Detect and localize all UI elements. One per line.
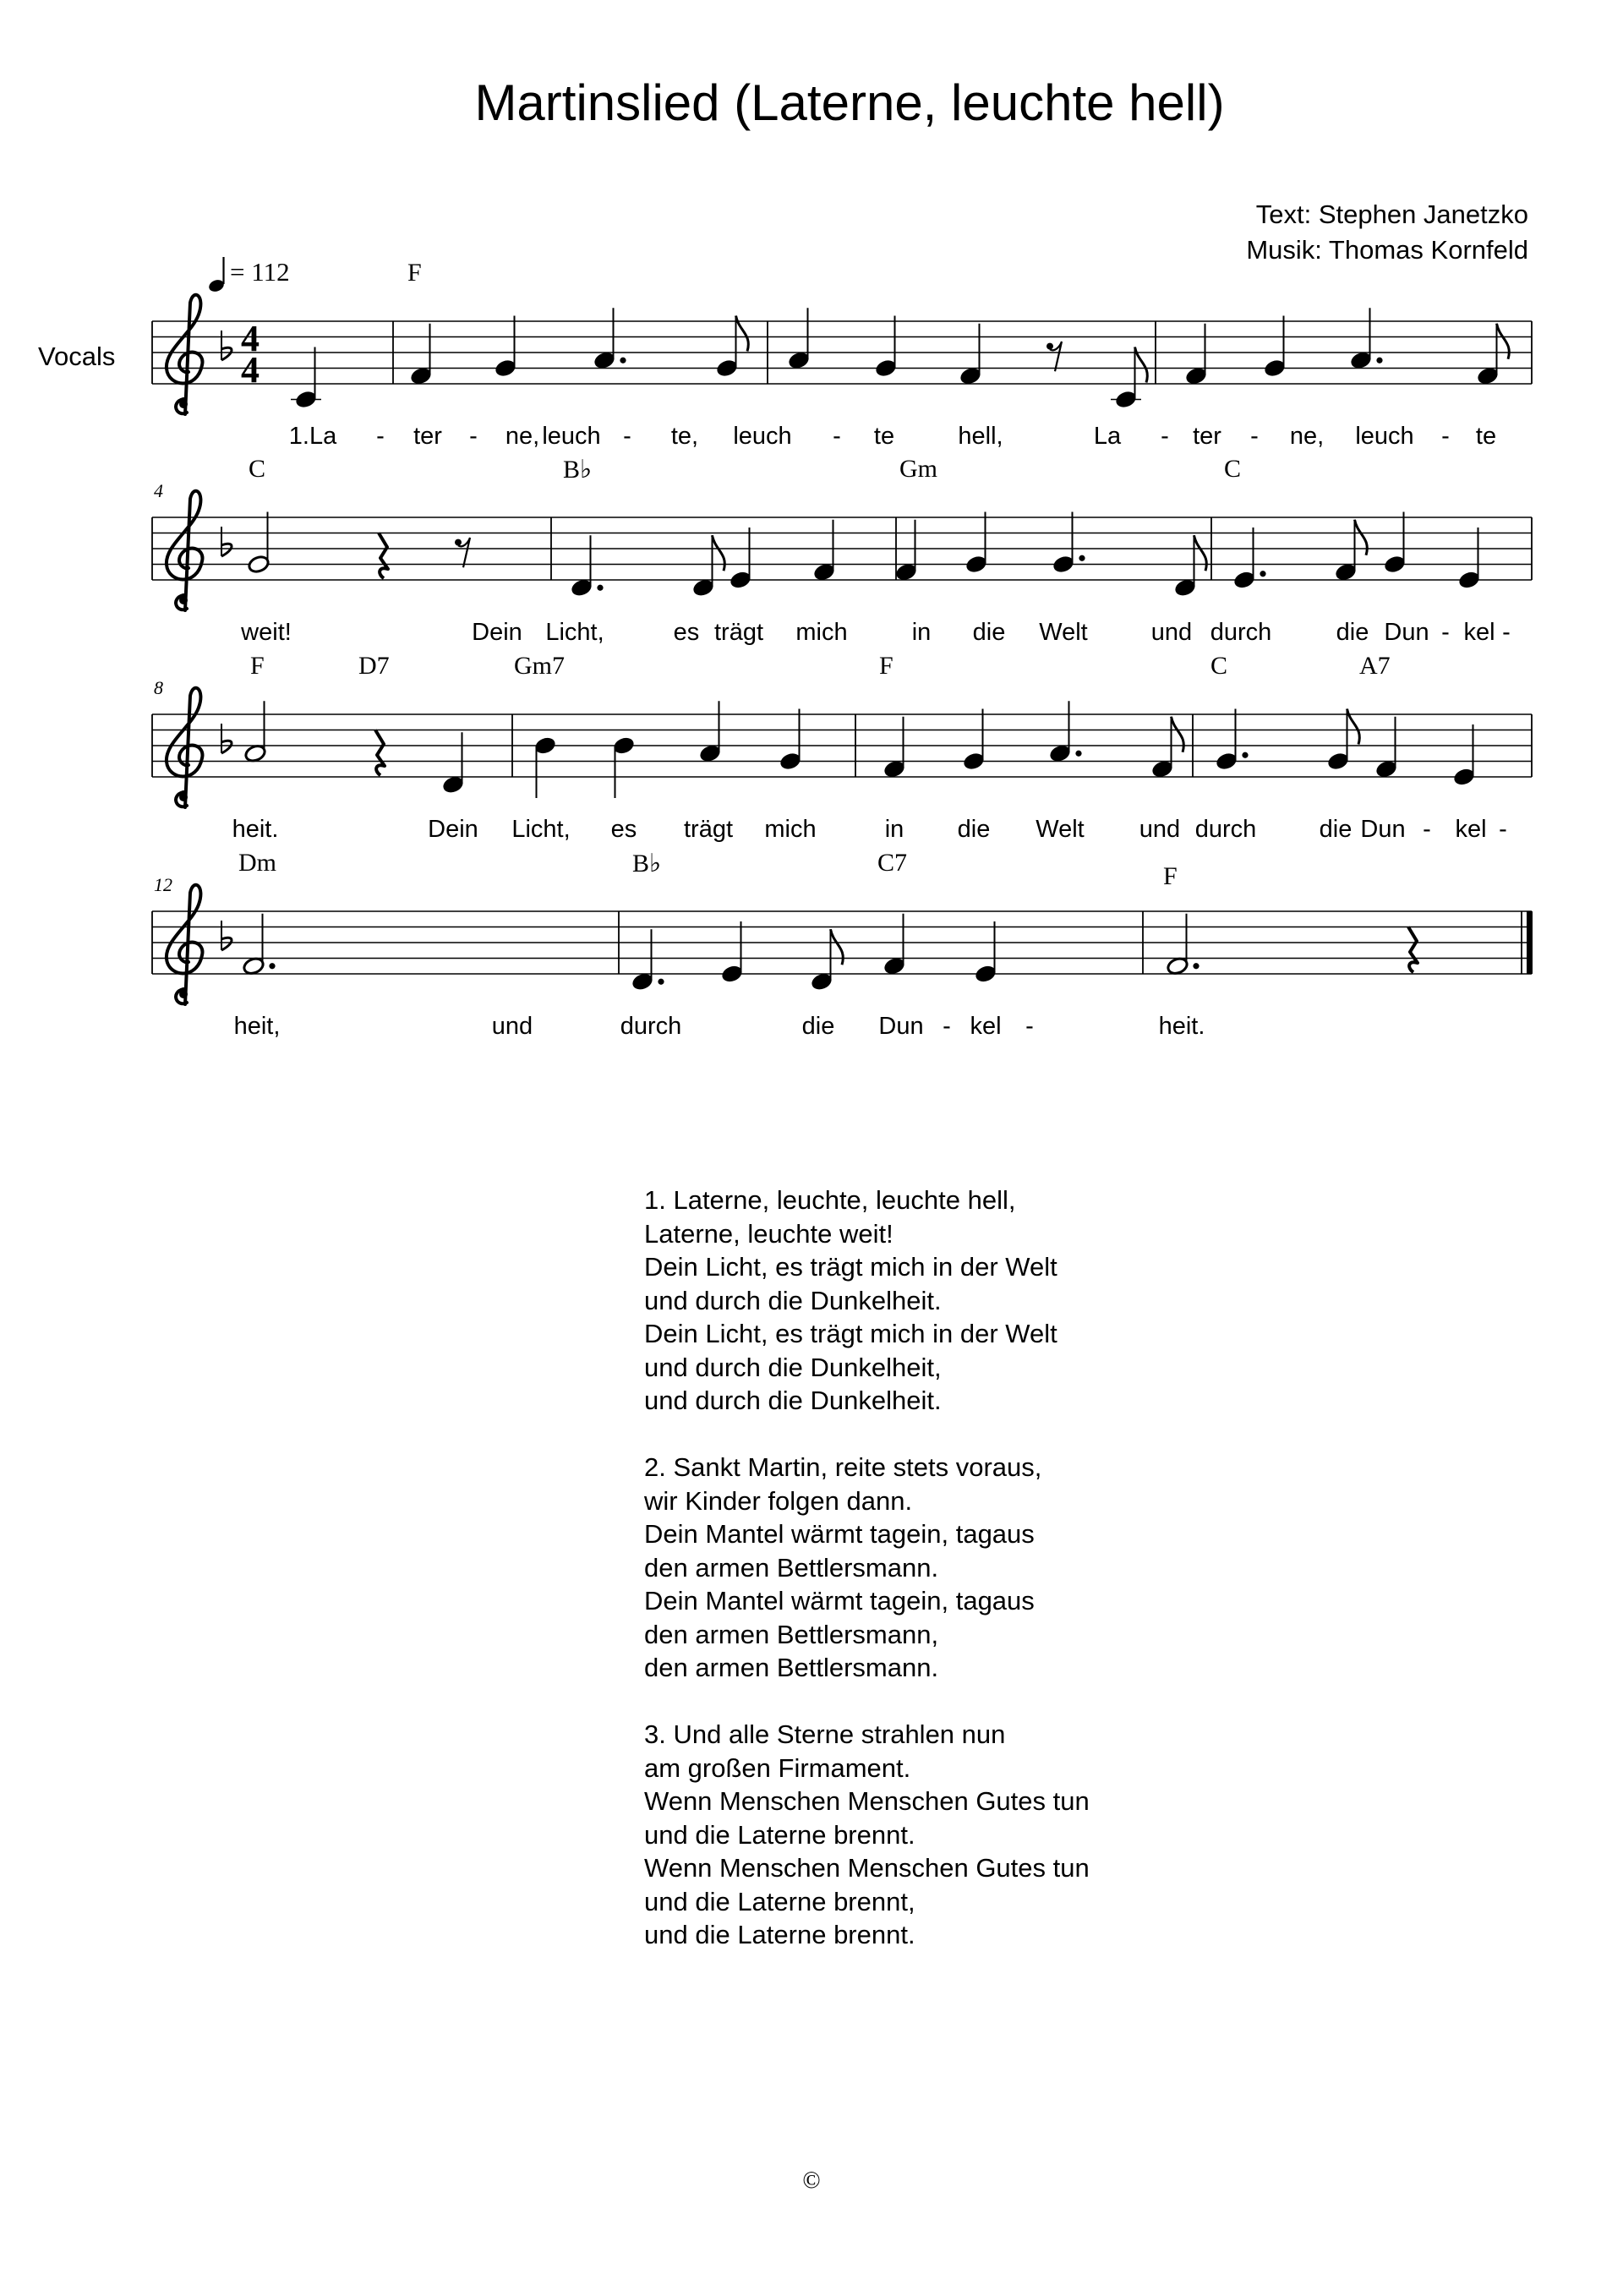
measure-number: 4: [154, 480, 163, 501]
quarter-note: [883, 914, 905, 976]
lyric-syllable: ter: [413, 423, 442, 450]
lyric-syllable: Dein: [472, 619, 522, 646]
verse-line: Dein Mantel wärmt tagein, tagaus: [644, 1519, 1035, 1549]
lyric-syllable: und: [1139, 816, 1181, 843]
quarter-note: [720, 921, 743, 984]
half-note: [1166, 914, 1199, 976]
lyric-syllable: Dun: [878, 1013, 924, 1040]
lyric-syllable: und: [1150, 619, 1193, 646]
lyric-syllable: -: [1250, 423, 1259, 450]
chord-symbol: F: [407, 259, 422, 287]
lyric-syllable: Dun: [1360, 816, 1406, 843]
quarter-note: [631, 929, 664, 992]
verse-line: Dein Licht, es trägt mich in der Welt: [644, 1319, 1057, 1348]
quarter-rest-icon: [1408, 927, 1418, 973]
verse-line: den armen Bettlersmann.: [644, 1653, 939, 1682]
verse-line: und durch die Dunkelheit,: [644, 1352, 942, 1382]
lyric-syllable: leuch: [542, 423, 601, 450]
lyric-syllable: mich: [764, 816, 817, 843]
lyric-syllable: trägt: [683, 816, 734, 843]
lyric-syllable: und: [491, 1013, 533, 1040]
chord-symbol: D7: [358, 652, 390, 680]
half-note: [242, 914, 275, 976]
verse-line: und durch die Dunkelheit.: [644, 1285, 942, 1315]
lyric-syllable: -: [1161, 423, 1169, 450]
verse-line: am großen Firmament.: [644, 1752, 911, 1783]
verses-block: [644, 1184, 1090, 1985]
lyric-syllable: te: [1475, 423, 1497, 450]
flat-key-signature-icon: [221, 921, 232, 950]
lyric-syllable: -: [623, 423, 631, 450]
verse-line: und die Laterne brennt.: [644, 1920, 915, 1949]
lyric-syllable: -: [833, 423, 841, 450]
chord-symbol: C7: [877, 849, 908, 877]
chord-symbol: A7: [1359, 652, 1391, 680]
final-barline-thick: [1527, 911, 1533, 974]
lyric-syllable: die: [957, 816, 991, 843]
chord-symbol: C: [1210, 652, 1228, 680]
lyricist-credit: Text: Stephen Janetzko: [1255, 200, 1528, 229]
instrument-label: Vocals: [38, 342, 116, 371]
verse-1: [644, 1184, 1090, 1418]
lyric-syllable: leuch: [733, 423, 792, 450]
lyric-syllable: -: [1499, 816, 1507, 843]
lyric-syllable: kel: [1463, 619, 1495, 646]
verse-line: und die Laterne brennt,: [644, 1886, 915, 1916]
lyric-syllable: Licht,: [545, 619, 604, 646]
lyric-syllable: ne,: [1289, 423, 1325, 450]
chord-symbol: F: [879, 652, 893, 680]
lyric-syllable: ter: [1193, 423, 1221, 450]
copyright-mark: ©: [802, 2168, 821, 2194]
lyric-syllable: weit!: [241, 619, 292, 646]
verse-line: Wenn Menschen Menschen Gutes tun: [644, 1853, 1090, 1883]
chord-symbol: F: [250, 652, 265, 680]
chord-symbol: Gm7: [514, 652, 565, 680]
lyric-syllable: -: [376, 423, 385, 450]
treble-clef-icon: [167, 885, 203, 1004]
lyric-syllable: die: [972, 619, 1006, 646]
verse-line: 2. Sankt Martin, reite stets voraus,: [644, 1452, 1042, 1482]
lyric-syllable: Welt: [1036, 816, 1085, 843]
lyric-syllable: Licht,: [511, 816, 571, 843]
lyric-syllable: 1.La: [288, 423, 337, 450]
verse-3: [644, 1718, 1090, 1952]
lyric-syllable: La: [1093, 423, 1122, 450]
verse-line: den armen Bettlersmann,: [644, 1619, 939, 1649]
measure-number: 8: [154, 677, 163, 698]
verse-line: Laterne, leuchte weit!: [644, 1218, 893, 1249]
lyric-syllable: -: [1025, 1013, 1034, 1040]
lyric-syllable: durch: [1210, 619, 1272, 646]
lyric-syllable: durch: [1194, 816, 1257, 843]
lyric-syllable: leuch: [1355, 423, 1414, 450]
lyric-syllable: in: [884, 816, 904, 843]
verse-line: 3. Und alle Sterne strahlen nun: [644, 1719, 1006, 1749]
chord-symbol: B♭: [563, 456, 593, 484]
lyric-syllable: kel: [1455, 816, 1487, 843]
song-title: Martinslied (Laterne, leuchte hell): [474, 74, 1225, 131]
chord-symbol: C: [1224, 455, 1242, 483]
lyric-syllable: die: [1336, 619, 1369, 646]
verse-line: Dein Mantel wärmt tagein, tagaus: [644, 1586, 1035, 1615]
chord-symbol: B♭: [632, 850, 662, 877]
lyric-syllable: die: [1319, 816, 1352, 843]
lyric-syllable: ne,: [505, 423, 540, 450]
verse-line: Wenn Menschen Menschen Gutes tun: [644, 1786, 1090, 1816]
lyric-syllable: -: [943, 1013, 951, 1040]
lyric-syllable: -: [469, 423, 478, 450]
verse-line: den armen Bettlersmann.: [644, 1552, 939, 1583]
verse-2: [644, 1451, 1090, 1685]
measure-number: 12: [154, 874, 172, 895]
lyric-syllable: in: [911, 619, 932, 646]
lyric-syllable: durch: [620, 1013, 682, 1040]
lyric-syllable: es: [610, 816, 637, 843]
lyric-syllable: es: [673, 619, 700, 646]
chord-symbol: Dm: [238, 849, 276, 877]
verse-line: und durch die Dunkelheit.: [644, 1386, 942, 1415]
lyric-syllable: te,: [670, 423, 699, 450]
tempo-value: = 112: [230, 257, 290, 287]
lyric-syllable: Welt: [1039, 619, 1088, 646]
lyric-syllable: heit.: [232, 816, 279, 843]
lyric-syllable: mich: [795, 619, 848, 646]
lyric-syllable: Dein: [428, 816, 478, 843]
lyric-syllable: heit.: [1158, 1013, 1205, 1040]
lyric-syllable: Dun: [1384, 619, 1429, 646]
lyric-syllable: hell,: [958, 423, 1003, 450]
lyric-syllable: -: [1502, 619, 1511, 646]
lyric-syllable: -: [1441, 423, 1450, 450]
chord-symbol: Gm: [899, 455, 937, 483]
composer-credit: Musik: Thomas Kornfeld: [1246, 235, 1528, 265]
eighth-note: [810, 929, 843, 992]
lyric-syllable: -: [1441, 619, 1450, 646]
svg-text:4: 4: [241, 349, 260, 391]
verse-line: 1. Laterne, leuchte, leuchte hell,: [644, 1185, 1016, 1215]
chord-symbol: C: [249, 455, 266, 483]
lyric-syllable: heit,: [233, 1013, 281, 1040]
verse-line: wir Kinder folgen dann.: [644, 1485, 913, 1516]
verse-line: Dein Licht, es trägt mich in der Welt: [644, 1252, 1057, 1282]
lyric-syllable: te: [873, 423, 895, 450]
quarter-note: [974, 921, 997, 984]
chord-symbol: F: [1163, 862, 1178, 890]
svg-text:4: 4: [241, 318, 260, 359]
lyric-syllable: die: [801, 1013, 835, 1040]
verse-line: und die Laterne brennt.: [644, 1819, 915, 1850]
lyric-syllable: trägt: [713, 619, 764, 646]
lyric-syllable: -: [1423, 816, 1431, 843]
lyric-syllable: kel: [970, 1013, 1002, 1040]
